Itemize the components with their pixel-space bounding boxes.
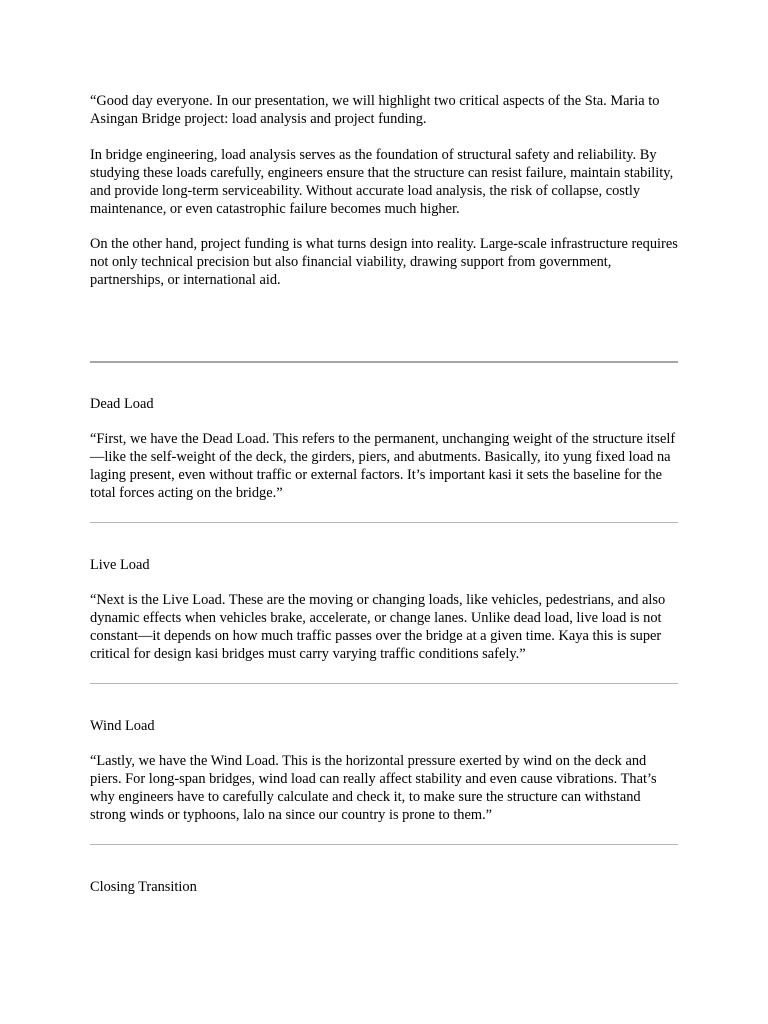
section-divider: [90, 683, 678, 684]
live-load-heading: Live Load: [90, 557, 150, 573]
dead-load-body: “First, we have the Dead Load. This refers to the permanent, unchanging weight of the structure itself—like the self-weight of the deck, the girders, piers, and abutments. Basically, ito yung fixed load na laging present, even without traffic or external factors. It’s important kasi it sets the baseline for the total forces acting on the bridge.”: [90, 431, 676, 501]
section-divider-top: [90, 361, 678, 363]
section-divider: [90, 844, 678, 845]
intro-paragraph-1: “Good day everyone. In our presentation, we will highlight two critical aspects of the Sta. Maria to Asingan Bridge project: load analysis and project funding.: [90, 93, 660, 127]
wind-load-body: “Lastly, we have the Wind Load. This is the horizontal pressure exerted by wind on the deck and piers. For long-span bridges, wind load can really affect stability and even cause vibrations. That’s why engineers have to carefully calculate and check it, to make sure the structure can withstand strong winds or typhoons, lalo na since our country is prone to them.”: [90, 753, 657, 823]
section-divider: [90, 522, 678, 523]
dead-load-heading: Dead Load: [90, 396, 154, 412]
intro-paragraph-2: In bridge engineering, load analysis serves as the foundation of structural safety and reliability. By studying these loads carefully, engineers ensure that the structure can resist failure, maintain stability, and provide long-term serviceability. Without accurate load analysis, the risk of collapse, costly maintenance, or even catastrophic failure becomes much higher.: [90, 147, 674, 217]
live-load-body: “Next is the Live Load. These are the moving or changing loads, like vehicles, pedestrians, and also dynamic effects when vehicles brake, accelerate, or change lanes. Unlike dead load, live load is not constant—it depends on how much traffic passes over the bridge at a given time. Kaya this is super critical for design kasi bridges must carry varying traffic conditions safely.”: [90, 592, 666, 662]
wind-load-heading: Wind Load: [90, 718, 155, 734]
closing-transition-heading: Closing Transition: [90, 879, 197, 895]
intro-paragraph-3: On the other hand, project funding is what turns design into reality. Large-scale infrastructure requires not only technical precision but also financial viability, drawing support from government, partnerships, or international aid.: [90, 236, 678, 288]
